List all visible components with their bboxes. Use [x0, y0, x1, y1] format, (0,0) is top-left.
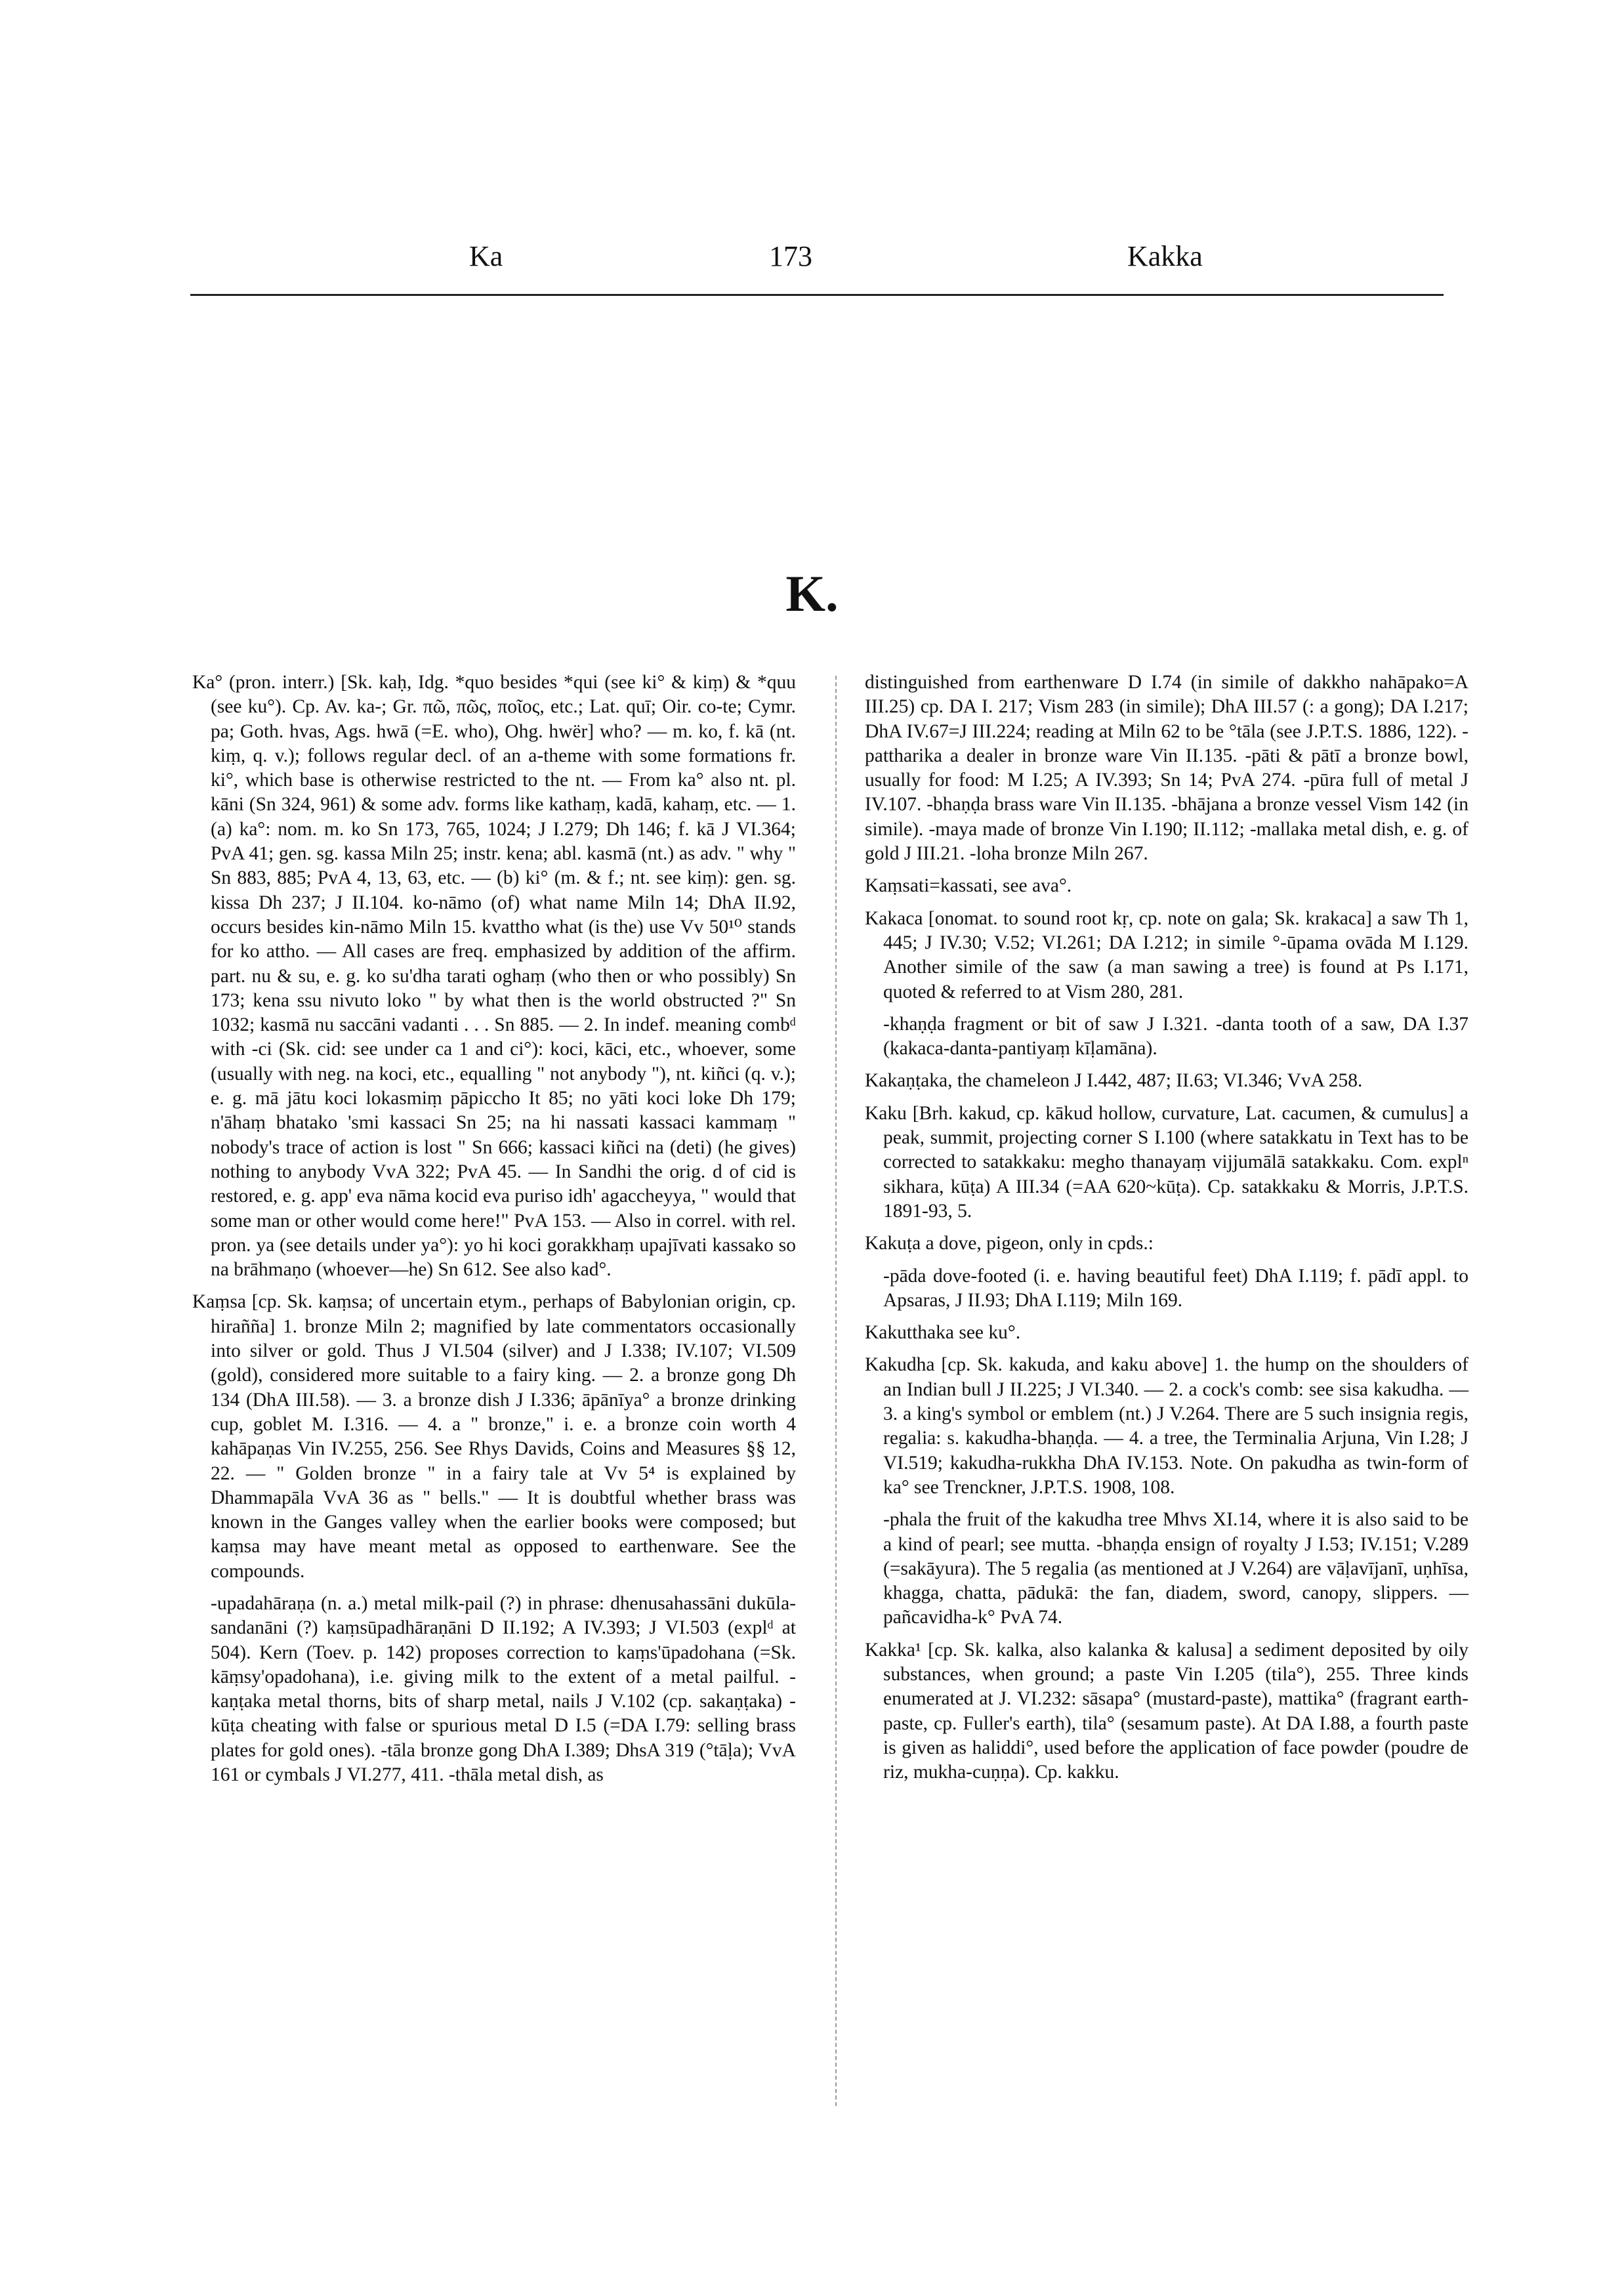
page-number: 173: [769, 240, 812, 272]
column-divider: [835, 676, 837, 2106]
entry-kakuta: Kakuṭa a dove, pigeon, only in cpds.:: [865, 1233, 1154, 1254]
entry-kakudha: Kakudha [cp. Sk. kakuda, and kaku above] 1. the hump on the shoulders of an Indian bull J II.225; J VI.340. — 2. a cock's comb: see sisa kakudha. — 3. a king's symbol or emblem (nt.) J V.264. There are 5 such insignia regis, regalia: s. kakudha-bhaṇḍa. — 4. a tree, the Terminalia Arjuna, Vin I.28; J VI.519; kakudha-rukkha DhA IV.153. Note. On pakudha as twin-form of ka° see Trenckner, J.P.T.S. 1908, 108.: [865, 1354, 1468, 1498]
entry-kakaca-compounds: -khaṇḍa fragment or bit of saw J I.321. -danta tooth of a saw, DA I.37 (kakaca-danta-pantiyaṃ kīḷamāna).: [883, 1013, 1468, 1060]
entry-kakka: Kakka¹ [cp. Sk. kalka, also kalanka & kalusa] a sediment deposited by oily substances, when ground; a paste Vin I.205 (tila°), 255. Three kinds enumerated at J. VI.232: sāsapa° (mustard-paste), mattika° (fragrant earth-paste, cp. Fuller's earth), tila° (sesamum paste). At DA I.88, a fourth paste is given as haliddi°, used before the application of face powder (poudre de riz, mukha-cuṇṇa). Cp. kakku.: [865, 1639, 1468, 1783]
entry-ka: Ka° (pron. interr.) [Sk. kaḥ, Idg. *quo besides *qui (see ki° & kiṃ) & *quu (see ku°). Cp. Av. ka-; Gr. πῶ, πῶς, ποῖος, etc.; Lat. quī; Oir. co-te; Cymr. pa; Goth. hvas, Ags. hwā (=E. who), Ohg. hwër] who? — m. ko, f. kā (nt. kiṃ, q. v.); follows regular decl. of an a-theme with some formations fr. ki°, which base is otherwise restricted to the nt. — From ka° also nt. pl. kāni (Sn 324, 961) & some adv. forms like kathaṃ, kadā, kahaṃ, etc. — 1. (a) ka°: nom. m. ko Sn 173, 765, 1024; J I.279; Dh 146; f. kā J VI.364; PvA 41; gen. sg. kassa Miln 25; instr. kena; abl. kasmā (nt.) as adv. " why " Sn 883, 885; PvA 4, 13, 63, etc. — (b) ki° (m. & f.; nt. see kiṃ): gen. sg. kissa Dh 237; J II.104. ko-nāmo (of) what name Miln 14; DhA II.92, occurs besides kin-nāmo Miln 15. kvattho what (is the) use Vv 50¹⁰ stands for ko attho. — All cases are freq. emphasized by addition of the affirm. part. nu & su, e. g. ko su'dha tarati oghaṃ (who then or who possibly) Sn 173; kena ssu nivuto loko " by what then is the world obstructed ?" Sn 1032; kasmā nu saccāni vadanti . . . Sn 885. — 2. In indef. meaning combᵈ with -ci (Sk. cid: see under ca 1 and ci°): koci, kāci, etc., whoever, some (usually with neg. na koci, etc., equalling " not anybody "), nt. kiñci (q. v.); e. g. mā jātu koci lokasmiṃ pāpiccho It 85; no yāti koci loke Dh 179; n'āhaṃ bhatako 'smi kassaci Sn 25; na hi nassati kassaci kammaṃ " nobody's trace of action is lost " Sn 666; kassaci kiñci na (deti) (he gives) nothing to anybody VvA 322; PvA 45. — In Sandhi the orig. d of cid is restored, e. g. app' eva nāma kocid eva puriso idh' agaccheyya, " would that some man or other would come here!" PvA 153. — Also in correl. with rel. pron. ya (see details under ya°): yo hi koci gorakkhaṃ upajīvati kassako so na brāhmaṇo (whoever—he) Sn 612. See also kad°.: [192, 672, 796, 1281]
running-header: [0, 239, 1624, 279]
header-rule: [190, 294, 1444, 296]
entry-kakutthaka: Kakutthaka see ku°.: [865, 1322, 1021, 1344]
header-left-word: Ka: [469, 240, 503, 272]
entry-kaku: Kaku [Brh. kakud, cp. kākud hollow, curvature, Lat. cacumen, & cumulus] a peak, summit, projecting corner S I.100 (where satakkatu in Text has to be corrected to satakkaku: megho thanayaṃ vijjumālā satakkaku. Com. explⁿ sikhara, kūṭa) A III.34 (=AA 620~kūṭa). Cp. satakkaku & Morris, J.P.T.S. 1891-93, 5.: [865, 1102, 1468, 1222]
entry-kakantaka: Kakaṇṭaka, the chameleon J I.442, 487; II.63; VI.346; VvA 258.: [865, 1070, 1363, 1092]
entry-kamsa: Kaṃsa [cp. Sk. kaṃsa; of uncertain etym., perhaps of Babylonian origin, cp. hirañña] 1. bronze Miln 2; magnified by late commentators occasionally into silver or gold. Thus J VI.504 (silver) and J I.338; IV.107; VI.509 (gold), considered more suitable to a fairy king. — 2. a bronze gong Dh 134 (DhA III.58). — 3. a bronze dish J I.336; āpānīya° a bronze drinking cup, goblet M. I.316. — 4. a " bronze," i. e. a bronze coin worth 4 kahāpaṇas Vin IV.255, 256. See Rhys Davids, Coins and Measures §§ 12, 22. — " Golden bronze " in a fairy tale at Vv 5⁴ is explained by Dhammapāla VvA 36 as " bells." — It is doubtful whether brass was known in the Ganges valley when the earlier books were composed; but kaṃsa may have meant metal as opposed to earthenware. See the compounds.: [192, 1291, 796, 1582]
left-column: [192, 671, 796, 1795]
section-letter: K.: [785, 565, 839, 622]
entry-kakuta-compounds: -pāda dove-footed (i. e. having beautiful feet) DhA I.119; f. pādī appl. to Apsaras, J II.93; DhA I.119; Miln 169.: [883, 1265, 1468, 1311]
right-column: [865, 671, 1468, 1792]
entry-kamsati: Kaṃsati=kassati, see ava°.: [865, 875, 1072, 897]
header-right-word: Kakka: [1127, 240, 1203, 272]
entry-kamsa-compounds: -upadahāraṇa (n. a.) metal milk-pail (?) in phrase: dhenusahassāni dukūla-sandanāni (?) kaṃsūpadhāraṇāni D II.192; A IV.393; J VI.503 (explᵈ at 504). Kern (Toev. p. 142) proposes correction to kaṃs'ūpadohana (=Sk. kāṃsy'opadohana), i.e. giving milk to the extent of a metal pailful. -kaṇṭaka metal thorns, bits of sharp metal, nails J V.102 (cp. sakaṇṭaka) -kūṭa cheating with false or spurious metal D I.5 (=DA I.79: selling brass plates for gold ones). -tāla bronze gong DhA I.389; DhsA 319 (°tāḷa); VvA 161 or cymbals J VI.277, 411. -thāla metal dish, as: [211, 1592, 796, 1786]
entry-kakaca: Kakaca [onomat. to sound root kṛ, cp. note on gala; Sk. krakaca] a saw Th 1, 445; J IV.30; V.52; VI.261; DA I.212; in simile °-ūpama ovāda M I.129. Another simile of the saw (a man sawing a tree) is found at Ps I.171, quoted & referred to at Vism 280, 281.: [865, 907, 1468, 1003]
entry-kakudha-compounds: -phala the fruit of the kakudha tree Mhvs XI.14, where it is also said to be a kind of pearl; see mutta. -bhaṇḍa ensign of royalty J I.53; IV.151; V.289 (=sakāyura). The 5 regalia (as mentioned at J V.264) are vāḷavījanī, uṇhīsa, khagga, chatta, pādukā: the fan, diadem, sword, canopy, slippers. — pañcavidha-k° PvA 74.: [883, 1509, 1468, 1628]
entry-kamsa-continued: distinguished from earthenware D I.74 (in simile of dakkho nahāpako=A III.25) cp. DA I. 217; Vism 283 (in simile); DhA III.57 (: a gong); DA I.217; DhA IV.67=J III.224; reading at Miln 62 to be °tāla (see J.P.T.S. 1886, 122). -pattharika a dealer in bronze ware Vin II.135. -pāti & pātī a bronze bowl, usually for food: M I.25; A IV.393; Sn 14; PvA 274. -pūra full of metal J IV.107. -bhaṇḍa brass ware Vin II.135. -bhājana a bronze vessel Vism 142 (in simile). -maya made of bronze Vin I.190; II.112; -mallaka metal dish, e. g. of gold J III.21. -loha bronze Miln 267.: [865, 672, 1468, 865]
